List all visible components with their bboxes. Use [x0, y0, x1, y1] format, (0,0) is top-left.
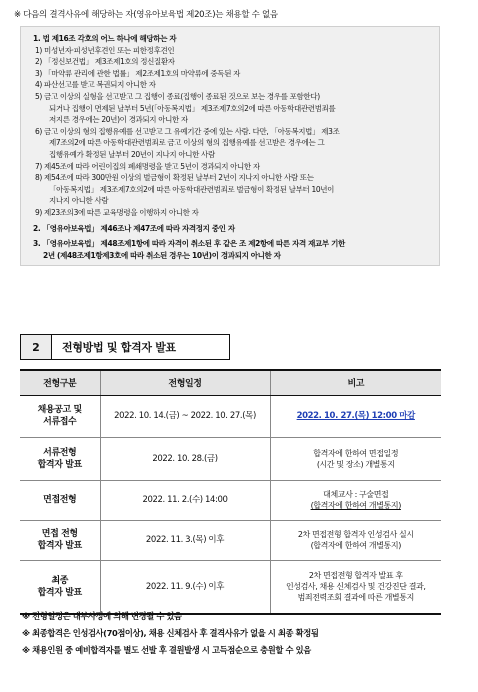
item-text: 파산선고를 받고 복권되지 아니한 자	[44, 80, 156, 90]
row-date: 2022. 11. 3.(목) 이후	[100, 520, 270, 560]
row-label	[20, 560, 100, 614]
row-note	[270, 395, 441, 437]
disqualification-item	[33, 195, 429, 207]
item-3-line-2: 2년 (제48조제1항제3호에 따라 취소된 경우는 10년)이 경과되지 아니한 자	[43, 250, 281, 260]
row-note-line: 합격자에 한하여 면접일정	[313, 448, 399, 458]
row-note-line: 2차 면접전형 합격자 발표 후	[308, 571, 403, 581]
row-label-line: 서류접수	[43, 417, 77, 427]
row-label-line: 서류전형	[43, 447, 77, 458]
disqualification-item	[33, 137, 429, 149]
disqualification-item	[33, 114, 429, 126]
row-note-line: 대체교사 : 구술면접	[323, 490, 389, 499]
disqualification-item	[33, 172, 429, 184]
footer-notes	[22, 608, 319, 659]
row-label-line: 합격자 발표	[37, 541, 82, 551]
disqualification-sub-list	[33, 45, 429, 219]
row-note-line: (합격자에 한하여 개별통지)	[310, 541, 401, 550]
item-number: 9)	[35, 207, 42, 217]
section-title: 전형방법 및 합격자 발표	[52, 334, 230, 360]
item-text: 제45조에 따라 어린이집의 폐쇄명령을 받고 5년이 경과되지 아니한 자	[44, 161, 260, 171]
disqualification-item	[33, 184, 429, 196]
row-note	[270, 560, 441, 614]
item-number: 2)	[35, 57, 42, 67]
item-text: 지나지 아니한 사람	[49, 196, 109, 206]
item-text: 금고 이상의 형의 집행유예를 선고받고 그 유예기간 중에 있는 사람. 다만, 「아동복지법」 제3조	[44, 126, 340, 136]
disqualification-item	[33, 45, 429, 57]
footer-note: ※ 채용인원 중 예비합격자를 별도 선발 후 결원발생 시 고득점순으로 충원할 수 있음	[22, 645, 311, 655]
item-text: 제54조에 따라 300만원 이상의 벌금형이 확정된 날부터 2년이 지나지 아니한 사람 또는	[44, 173, 314, 183]
row-note	[270, 480, 441, 520]
item-number: 6)	[35, 126, 42, 136]
item-text: 되거나 집행이 면제된 날부터 5년(「아동복지법」 제3조제7호의2에 따른 아동학대관련범죄를	[49, 103, 336, 113]
item-text: 집행유예가 확정된 날부터 20년이 지나지 아니한 사람	[49, 149, 215, 159]
table-row	[20, 520, 441, 560]
disqualification-item	[33, 103, 429, 115]
disqualification-item	[33, 91, 429, 103]
disqualification-item	[33, 161, 429, 173]
section-number: 2	[20, 334, 52, 360]
item-2: 2. 「영유아보육법」 제46조나 제47조에 따라 자격정지 중인 자	[33, 223, 235, 233]
item-text: 「마약류 관리에 관한 법률」 제2조제1호의 마약류에 중독된 자	[44, 68, 241, 78]
row-note	[270, 437, 441, 480]
row-label-line: 합격자 발표	[37, 587, 82, 598]
deadline-link[interactable]: 2022. 10. 27.(목) 12:00 마감	[296, 411, 415, 421]
table-row	[20, 480, 441, 520]
item-number: 5)	[35, 91, 42, 101]
row-label-line: 합격자 발표	[37, 459, 82, 470]
table-header-row	[20, 370, 441, 395]
item-text: 미성년자·피성년후견인 또는 피한정후견인	[44, 45, 175, 55]
footer-note: ※ 최종합격은 인성검사(70점이상), 채용 신체검사 후 결격사유가 없을 시 최종 확정됨	[22, 628, 319, 638]
item-number: 1)	[35, 45, 42, 55]
header-schedule: 전형일정	[100, 370, 270, 395]
row-note-line: (시간 및 장소) 개별통지	[316, 459, 395, 469]
schedule-table	[20, 369, 441, 615]
table-row	[20, 395, 441, 437]
table-row	[20, 560, 441, 614]
header-category: 전형구분	[20, 370, 100, 395]
row-note-line: 2차 면접전형 합격자 인성검사 실시	[297, 530, 414, 539]
section-header	[20, 334, 230, 360]
row-label-line: 면접전형	[43, 495, 77, 505]
row-label-line: 면접 전형	[41, 529, 78, 539]
item-number: 7)	[35, 161, 42, 171]
disqualification-item	[33, 126, 429, 138]
disqualification-item	[33, 79, 429, 91]
row-date: 2022. 10. 14.(금) ~ 2022. 10. 27.(목)	[100, 395, 270, 437]
row-date: 2022. 11. 9.(수) 이후	[100, 560, 270, 614]
item-1-title: 1. 법 제16조 각호의 어느 하나에 해당하는 자	[33, 34, 177, 43]
row-note-line: 범죄전력조회 결과에 따른 개별통지	[297, 593, 414, 603]
disqualification-item	[33, 149, 429, 161]
row-note	[270, 520, 441, 560]
row-date: 2022. 11. 2.(수) 14:00	[100, 480, 270, 520]
item-text: 저지른 경우에는 20년)이 경과되지 아니한 자	[49, 115, 188, 125]
row-label	[20, 437, 100, 480]
item-number: 8)	[35, 173, 42, 183]
item-text: 「아동복지법」 제3조제7호의2에 따른 아동학대관련범죄로 벌금형이 확정된 날부터 10년이	[49, 184, 335, 194]
item-text: 제7조의2에 따른 아동학대관련범죄로 금고 이상의 형의 집행유예를 선고받은 경우에는 그	[49, 138, 325, 148]
footer-note: ※ 전형일정은 내부사정에 의해 변경될 수 있음	[22, 611, 182, 621]
item-text: 「정신보건법」 제3조제1호의 정신질환자	[44, 57, 175, 67]
table-row	[20, 437, 441, 480]
row-note-line: 인성검사, 채용 신체검사 및 건강진단 결과,	[285, 582, 426, 592]
row-label	[20, 480, 100, 520]
row-label	[20, 395, 100, 437]
item-text: 제23조의3에 따른 교육명령을 이행하지 아니한 자	[44, 207, 199, 217]
row-label-line: 채용공고 및	[37, 405, 82, 415]
intro-notice: ※ 다음의 결격사유에 해당하는 자(영유아보육법 제20조)는 채용할 수 없음	[14, 10, 278, 20]
item-number: 4)	[35, 80, 42, 90]
item-text: 금고 이상의 실형을 선고받고 그 집행이 종료(집행이 종료된 것으로 보는 경우를 포함한다)	[44, 91, 320, 101]
row-label	[20, 520, 100, 560]
row-date: 2022. 10. 28.(금)	[100, 437, 270, 480]
row-note-line: (합격자에 한하여 개별통지)	[310, 501, 401, 510]
row-label-line: 최종	[51, 575, 69, 586]
item-3-line-1: 3. 「영유아보육법」 제48조제1항에 따라 자격이 취소된 후 같은 조 제2항에 따른 자격 재교부 기한	[33, 239, 345, 249]
disqualification-item	[33, 68, 429, 80]
item-number: 3)	[35, 68, 42, 78]
disqualification-box	[20, 26, 440, 266]
disqualification-item	[33, 207, 429, 219]
header-remarks: 비고	[270, 370, 441, 395]
disqualification-item	[33, 56, 429, 68]
